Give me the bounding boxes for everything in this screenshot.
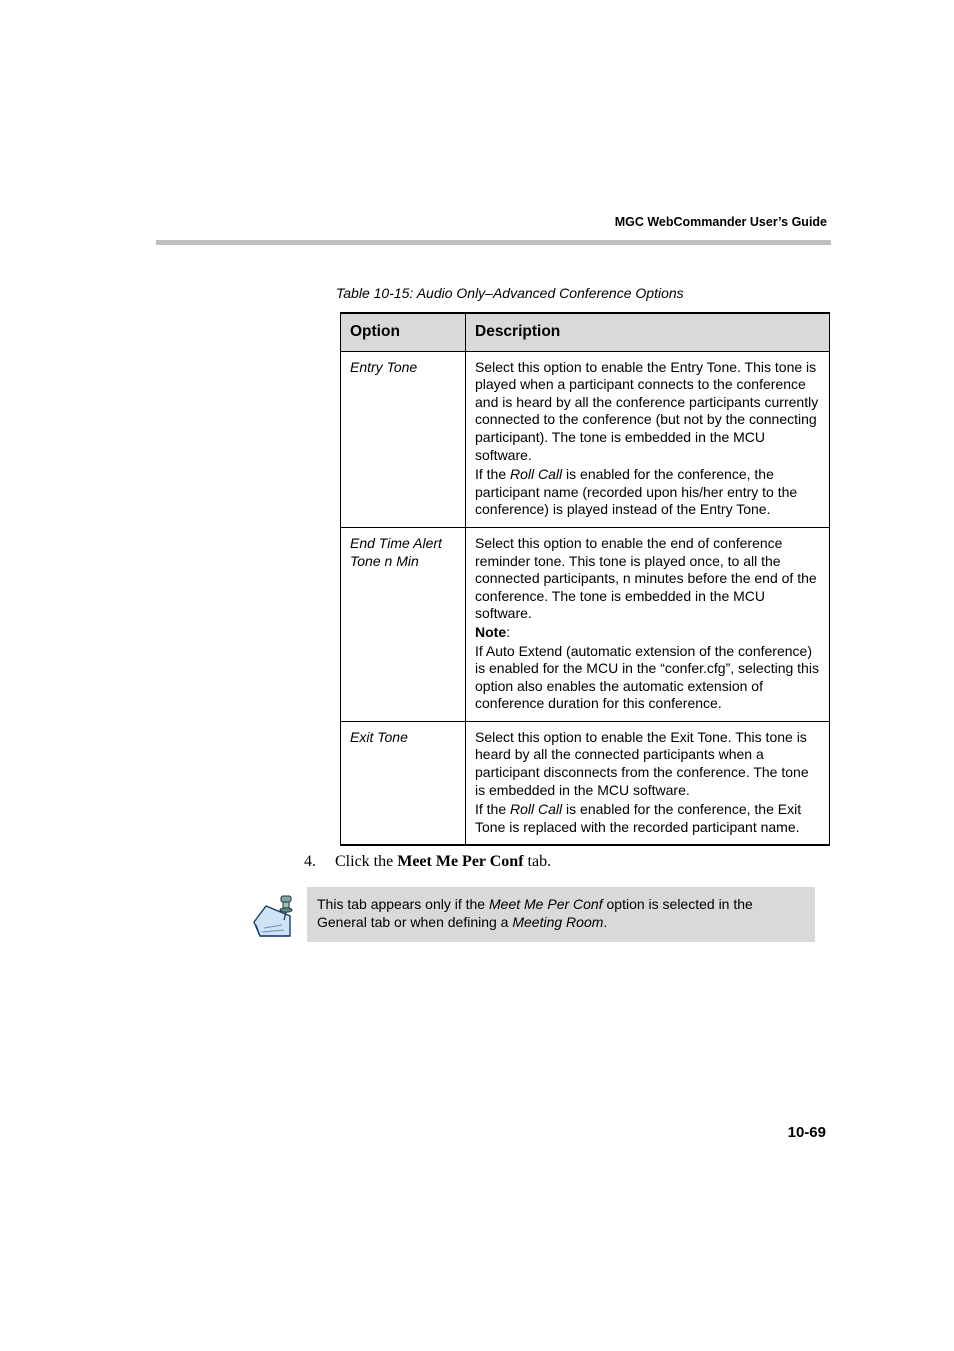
- header-rule: [156, 240, 831, 245]
- text-run: If the: [475, 801, 511, 818]
- option-name: Exit Tone: [341, 721, 466, 845]
- text-run: .: [603, 913, 608, 930]
- text-run: is enabled for the conference, the participant name (recorded upon his/her entry to the conference) is played instead of the Entry Tone.: [475, 466, 798, 518]
- text-run: If the: [475, 466, 511, 483]
- column-header-description: Description: [466, 313, 830, 351]
- step-number: 4.: [304, 853, 316, 870]
- table-header-row: [341, 313, 830, 351]
- note-pin-icon: [250, 892, 300, 940]
- table-row: [341, 351, 830, 527]
- option-name: Entry Tone: [341, 351, 466, 527]
- procedure-step: [304, 853, 551, 871]
- running-header-title: MGC WebCommander User’s Guide: [614, 215, 827, 229]
- note-callout: [307, 887, 815, 942]
- table-caption: Table 10-15: Audio Only–Advanced Conference Options: [336, 285, 684, 301]
- option-name-line: End Time Alert: [350, 534, 442, 551]
- description-paragraph: Select this option to enable the end of conference reminder tone. This tone is played once, to all the connected participants, n minutes before the end of the conference. The tone is embedded in the MCU software.: [475, 534, 817, 622]
- table-row: [341, 721, 830, 845]
- text-run: This tab appears only if the: [317, 896, 489, 912]
- column-header-option: Option: [341, 313, 466, 351]
- text-run: option is selected in the General tab or when defining a: [317, 896, 753, 930]
- option-description: [466, 721, 830, 845]
- option-name: [341, 527, 466, 721]
- text-run: :: [506, 623, 511, 640]
- text-run: Click the: [335, 853, 398, 870]
- emphasis-text: Roll Call: [510, 466, 563, 483]
- description-paragraph: [475, 466, 820, 519]
- note-label: Note: [475, 623, 507, 640]
- table-row: [341, 527, 830, 721]
- option-description: [466, 351, 830, 527]
- option-name-line: Tone n Min: [350, 552, 419, 569]
- emphasis-text: Meet Me Per Conf: [489, 896, 603, 912]
- page-number: 10-69: [787, 1124, 826, 1141]
- description-paragraph: If Auto Extend (automatic extension of the conference) is enabled for the MCU in the “confer.cfg”, selecting this option also enables the automatic extension of conference duration for this conference.: [475, 642, 819, 712]
- description-paragraph: Select this option to enable the Exit Tone. This tone is heard by all the connected participants when a participant disconnects from the conference. The tone is embedded in the MCU software.: [475, 728, 809, 798]
- note-label-line: [475, 624, 820, 642]
- description-paragraph: Select this option to enable the Entry Tone. This tone is played when a participant connects to the conference and is heard by all the conference participants currently connected to the conference (but not by the connecting participant). The tone is embedded in the MCU software.: [475, 358, 819, 463]
- text-run: tab.: [523, 853, 552, 870]
- emphasis-text: Meeting Room: [512, 913, 604, 930]
- description-paragraph: [475, 801, 820, 836]
- bold-text: Meet Me Per Conf: [397, 853, 524, 870]
- text-run: is enabled for the conference, the Exit Tone is replaced with the recorded participant name.: [475, 801, 802, 835]
- options-table: [340, 312, 830, 846]
- option-description: [466, 527, 830, 721]
- emphasis-text: Roll Call: [510, 801, 563, 818]
